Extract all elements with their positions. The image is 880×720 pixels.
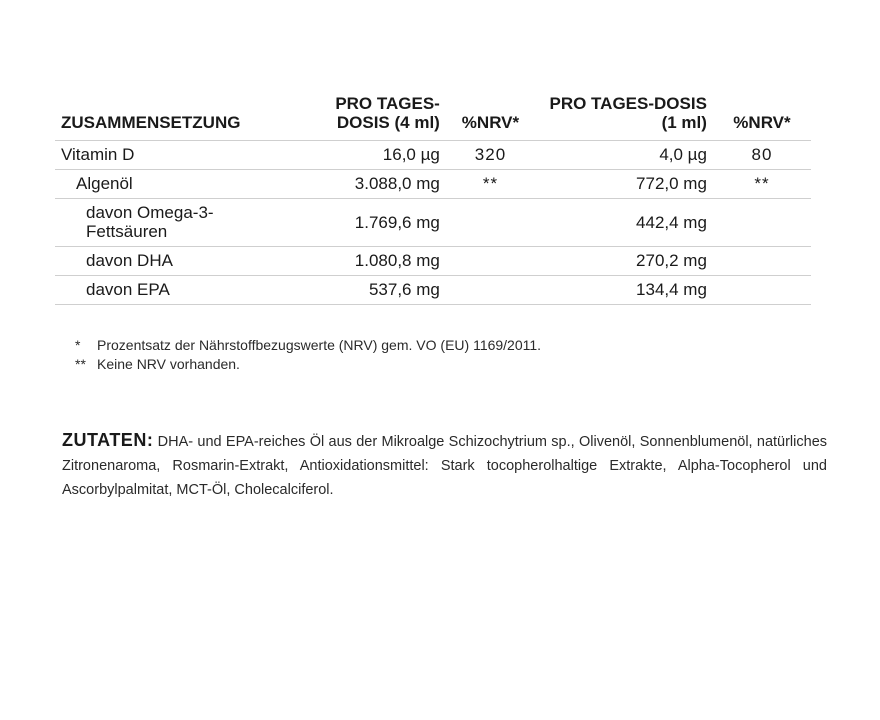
row-name: Vitamin D	[55, 141, 308, 170]
table-row	[55, 276, 811, 305]
row-nrv-4ml: **	[446, 170, 535, 199]
header-dose-4ml: PRO TAGES-DOSIS (4 ml)	[308, 88, 445, 141]
table-header-row	[55, 88, 811, 141]
header-nrv-1ml: %NRV*	[713, 88, 811, 141]
footnotes	[75, 336, 595, 374]
header-name: ZUSAMMENSETZUNG	[55, 88, 308, 141]
table-row	[55, 141, 811, 170]
row-dose-4ml: 16,0 µg	[308, 141, 445, 170]
row-dose-1ml: 772,0 mg	[535, 170, 713, 199]
row-nrv-4ml	[446, 276, 535, 305]
table-row	[55, 170, 811, 199]
footnote-mark: *	[75, 337, 81, 353]
footnote-text: Keine NRV vorhanden.	[97, 356, 240, 372]
row-nrv-4ml	[446, 199, 535, 247]
row-dose-1ml: 4,0 µg	[535, 141, 713, 170]
footnote-text: Prozentsatz der Nährstoffbezugswerte (NRV) gem. VO (EU) 1169/2011.	[97, 337, 542, 353]
ingredients-text: DHA- und EPA-reiches Öl aus der Mikroalge Schizochytrium sp., Olivenöl, Sonnenblumenöl, natürliches Zitronenaroma, Rosmarin-Extrakt, Antioxidationsmittel: Stark tocopherolhaltige Extrakte, Alpha-Tocopherol und Ascorbylpalmitat, MCT-Öl, Cholecalciferol.	[62, 434, 828, 498]
row-name-cell	[55, 199, 308, 247]
row-name: Algenöl	[55, 170, 308, 199]
row-dose-1ml: 134,4 mg	[535, 276, 713, 305]
row-nrv-4ml: 320	[446, 141, 535, 170]
row-dose-4ml: 1.080,8 mg	[308, 247, 445, 276]
row-dose-4ml: 3.088,0 mg	[308, 170, 445, 199]
ingredients-label: ZUTATEN:	[62, 430, 154, 450]
row-dose-4ml: 537,6 mg	[308, 276, 445, 305]
nutrition-table	[55, 88, 811, 305]
table-row	[55, 199, 811, 247]
row-name: davon DHA	[55, 247, 308, 276]
row-nrv-4ml	[446, 247, 535, 276]
row-dose-1ml: 270,2 mg	[535, 247, 713, 276]
ingredients-block	[62, 428, 827, 502]
footnote-mark: **	[75, 356, 86, 372]
row-nrv-1ml	[713, 199, 811, 247]
row-dose-4ml: 1.769,6 mg	[308, 199, 445, 247]
row-name: davon EPA	[55, 276, 308, 305]
row-name: davon Omega-3-Fettsäuren	[86, 203, 214, 241]
header-nrv-4ml: %NRV*	[446, 88, 535, 141]
header-dose-1ml: PRO TAGES-DOSIS (1 ml)	[535, 88, 713, 141]
row-nrv-1ml	[713, 276, 811, 305]
table-row	[55, 247, 811, 276]
footnote-nrv	[75, 336, 595, 355]
row-nrv-1ml: 80	[713, 141, 811, 170]
row-nrv-1ml	[713, 247, 811, 276]
row-nrv-1ml: **	[713, 170, 811, 199]
row-dose-1ml: 442,4 mg	[535, 199, 713, 247]
footnote-no-nrv	[75, 355, 595, 374]
